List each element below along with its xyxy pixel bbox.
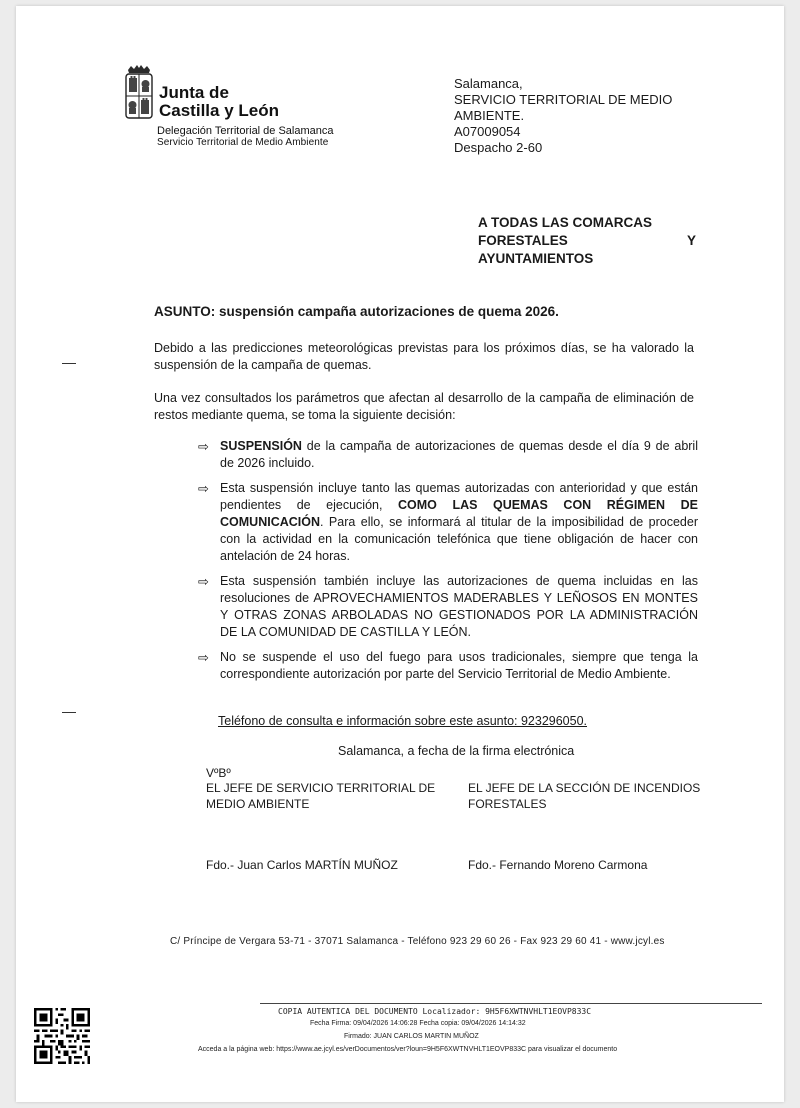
arrow-right-icon: ⇨ — [198, 439, 209, 454]
addressee-line: AYUNTAMIENTOS — [478, 251, 594, 266]
document-page — [16, 6, 784, 1102]
signature-date: Salamanca, a fecha de la firma electrónica — [338, 744, 575, 758]
arrow-right-icon: ⇨ — [198, 574, 209, 589]
logo-title: Junta de Castilla y León — [159, 83, 279, 120]
margin-mark — [62, 363, 76, 364]
contact-phone: Teléfono de consulta e información sobre este asunto: 923296050. — [218, 714, 588, 728]
list-item: ⇨ Esta suspensión también incluye las autorizaciones de quema incluidas en las resoluciones de APROVECHAMIENTOS MADERABLES Y LEÑOSOS EN MONTES Y OTRAS ZONAS ARBOLADAS NO GESTIONADOS POR LA ADMINISTRACIÓN DE LA COMUNIDAD DE CASTILLA Y LEÓN. — [198, 574, 698, 639]
vobo-label: VºBº — [206, 766, 231, 780]
signer-title-1: EL JEFE DE SERVICIO TERRITORIAL DE MEDIO AMBIENTE — [206, 781, 436, 811]
list-item: ⇨ SUSPENSIÓN de la campaña de autorizaciones de quemas desde el día 9 de abril de 2026 incluido. — [198, 439, 698, 470]
sender-line: SERVICIO TERRITORIAL DE MEDIO — [454, 92, 673, 107]
list-item: ⇨ Esta suspensión incluye tanto las quemas autorizadas con anterioridad y que están pendientes de ejecución, COMO LAS QUEMAS CON RÉGIMEN DE COMUNICACIÓN. Para ello, se informará al titular de la imposibilidad de proceder con la actividad en la comunicación telefónica que tiene obligación de hacer con antelación de 24 horas. — [198, 481, 698, 563]
csv-signer: Firmado: JUAN CARLOS MARTIN MUÑOZ — [344, 1033, 479, 1040]
csv-title: COPIA AUTENTICA DEL DOCUMENTO Localizador: 9H5F6XWTNVHLT1EOVP833C — [278, 1007, 592, 1016]
signer-title-2: EL JEFE DE LA SECCIÓN DE INCENDIOS FORESTALES — [468, 781, 701, 811]
footer-divider — [260, 1003, 762, 1004]
signer-name-2: Fdo.- Fernando Moreno Carmona — [468, 858, 648, 872]
sender-line: AMBIENTE. — [454, 108, 525, 123]
sender-block — [454, 76, 674, 156]
qr-code-icon — [34, 1008, 90, 1064]
csv-dates: Fecha Firma: 09/04/2026 14:06:28 Fecha copia: 09/04/2026 14:14:32 — [310, 1020, 526, 1027]
signer-name-1: Fdo.- Juan Carlos MARTÍN MUÑOZ — [206, 858, 398, 872]
logo-servicio: Servicio Territorial de Medio Ambiente — [157, 137, 329, 148]
footer-address: C/ Príncipe de Vergara 53-71 - 37071 Salamanca - Teléfono 923 29 60 26 - Fax 923 29 60 41 - www.jcyl.es — [170, 936, 665, 947]
paragraph-intro: Debido a las predicciones meteorológicas previstas para los próximos días, se ha valorado la suspensión de la campaña de quemas. — [154, 341, 694, 372]
arrow-right-icon: ⇨ — [198, 481, 209, 496]
sender-line: A07009054 — [454, 124, 521, 139]
addressee-line: FORESTALES Y — [478, 233, 696, 248]
logo-delegacion: Delegación Territorial de Salamanca — [157, 125, 334, 137]
paragraph-decision: Una vez consultados los parámetros que afectan al desarrollo de la campaña de eliminación de restos mediante quema, se toma la siguiente decisión: — [154, 391, 694, 422]
arrow-right-icon: ⇨ — [198, 650, 209, 665]
subject-line: ASUNTO: suspensión campaña autorizaciones de quema 2026. — [154, 304, 559, 319]
sender-line: Despacho 2-60 — [454, 140, 543, 155]
addressee-line: A TODAS LAS COMARCAS — [478, 215, 653, 230]
csv-verification-url: Acceda a la página web: https://www.ae.jcyl.es/verDocumentos/ver?loun=9H5F6XWTNVHLT1EOVP833C para visualizar el documento — [198, 1046, 618, 1053]
list-item: ⇨ No se suspende el uso del fuego para usos tradicionales, siempre que tenga la correspondiente autorización por parte del Servicio Territorial de Medio Ambiente. — [198, 650, 698, 681]
addressee-block — [478, 214, 696, 268]
decision-list — [198, 438, 698, 691]
sender-line: Salamanca, — [454, 76, 523, 91]
coat-of-arms-icon — [122, 64, 156, 120]
margin-mark — [62, 712, 76, 713]
